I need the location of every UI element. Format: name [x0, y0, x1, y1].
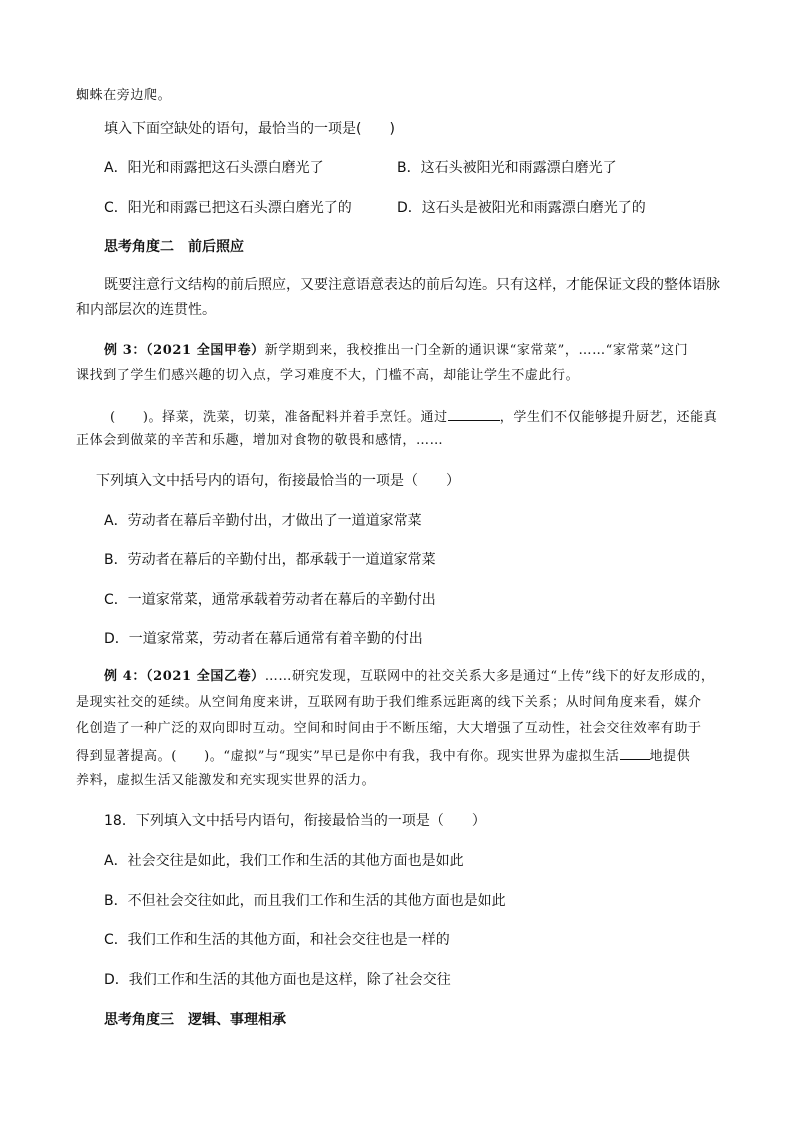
fill-blank — [448, 406, 500, 421]
example-3-text: 新学期到来，我校推出一门全新的通识课“家常菜”，……“家常菜”这门 — [264, 343, 689, 358]
example-4-line-2: 是现实社交的延续。从空间角度来讲，互联网有助于我们维系远距离的线下关系；从时间角度来看，媒介 — [76, 695, 702, 710]
question-18-option-c: C．我们工作和生活的其他方面，和社会交往也是一样的 — [104, 932, 450, 948]
option-b: B．这石头被阳光和雨露漂白磨光了 — [397, 160, 617, 176]
fill-blank — [620, 745, 650, 760]
example-3-line-1 — [104, 341, 688, 361]
example-4-label: 例 4：（2021 全国乙卷） — [104, 669, 265, 684]
option-d: D．这石头是被阳光和雨露漂白磨光了的 — [397, 200, 646, 216]
example-3-line-3 — [110, 406, 717, 428]
question-3-option-b: B．劳动者在幕后的辛勤付出，都承载于一道道家常菜 — [104, 552, 436, 568]
example-4-text-before-blank: 得到显著提高。( )。“虚拟”与“现实”早已是你中有我，我中有你。现实世界为虚拟生活 — [76, 749, 620, 764]
paragraph-line-1: 既要注意行文结构的前后照应，又要注意语意表达的前后勾连。只有这样，才能保证文段的整体语脉 — [104, 277, 720, 293]
question-18-stem: 18．下列填入文中括号内语句，衔接最恰当的一项是（ ） — [104, 813, 486, 829]
question-18-option-b: B．不但社会交往如此，而且我们工作和生活的其他方面也是如此 — [104, 893, 506, 909]
option-c: C．阳光和雨露已把这石头漂白磨光了的 — [104, 200, 352, 216]
example-4-line-5: 养料，虚拟生活又能激发和充实现实世界的活力。 — [76, 773, 376, 788]
section-heading-2: 思考角度二 前后照应 — [104, 239, 244, 255]
example-3-text-after-blank: ，学生们不仅能够提升厨艺，还能真 — [499, 410, 718, 425]
question-18-option-a: A．社会交往是如此，我们工作和生活的其他方面也是如此 — [104, 853, 464, 869]
example-4-line-4 — [76, 745, 690, 767]
paragraph-line-2: 和内部层次的连贯性。 — [76, 302, 216, 318]
question-stem: 填入下面空缺处的语句，最恰当的一项是( ) — [104, 121, 395, 137]
option-a: A．阳光和雨露把这石头漂白磨光了 — [104, 160, 324, 176]
example-3-line-4: 正体会到做菜的辛苦和乐趣，增加对食物的敬畏和感情，…… — [76, 433, 444, 448]
question-18-option-d: D．我们工作和生活的其他方面也是这样，除了社会交往 — [104, 972, 451, 988]
question-3-stem: 下列填入文中括号内的语句，衔接最恰当的一项是（ ） — [96, 473, 460, 489]
example-4-text-after-blank: 地提供 — [649, 749, 691, 764]
example-4-line-3: 化创造了一种广泛的双向即时互动。空间和时间由于不断压缩，大大增强了互动性，社会交往效率有助于 — [76, 721, 702, 736]
section-heading-3: 思考角度三 逻辑、事理相承 — [104, 1012, 286, 1028]
question-3-option-d: D．一道家常菜，劳动者在幕后通常有着辛勤的付出 — [104, 631, 423, 647]
example-3-text-before-blank: ( )。择菜，洗菜，切菜，准备配料并着手烹饪。通过 — [110, 410, 448, 425]
example-4-text: ……研究发现，互联网中的社交关系大多是通过“上传”线下的好友形成的， — [264, 669, 715, 684]
example-4-line-1 — [104, 667, 714, 687]
question-3-option-a: A．劳动者在幕后辛勤付出，才做出了一道道家常菜 — [104, 513, 422, 529]
question-3-option-c: C．一道家常菜，通常承载着劳动者在幕后的辛勤付出 — [104, 592, 436, 608]
example-3-line-2: 课找到了学生们感兴趣的切入点，学习难度不大，门槛不高，却能让学生不虚此行。 — [76, 368, 580, 383]
example-3-label: 例 3：（2021 全国甲卷） — [104, 343, 265, 358]
passage-tail: 蜘蛛在旁边爬。 — [76, 88, 172, 103]
